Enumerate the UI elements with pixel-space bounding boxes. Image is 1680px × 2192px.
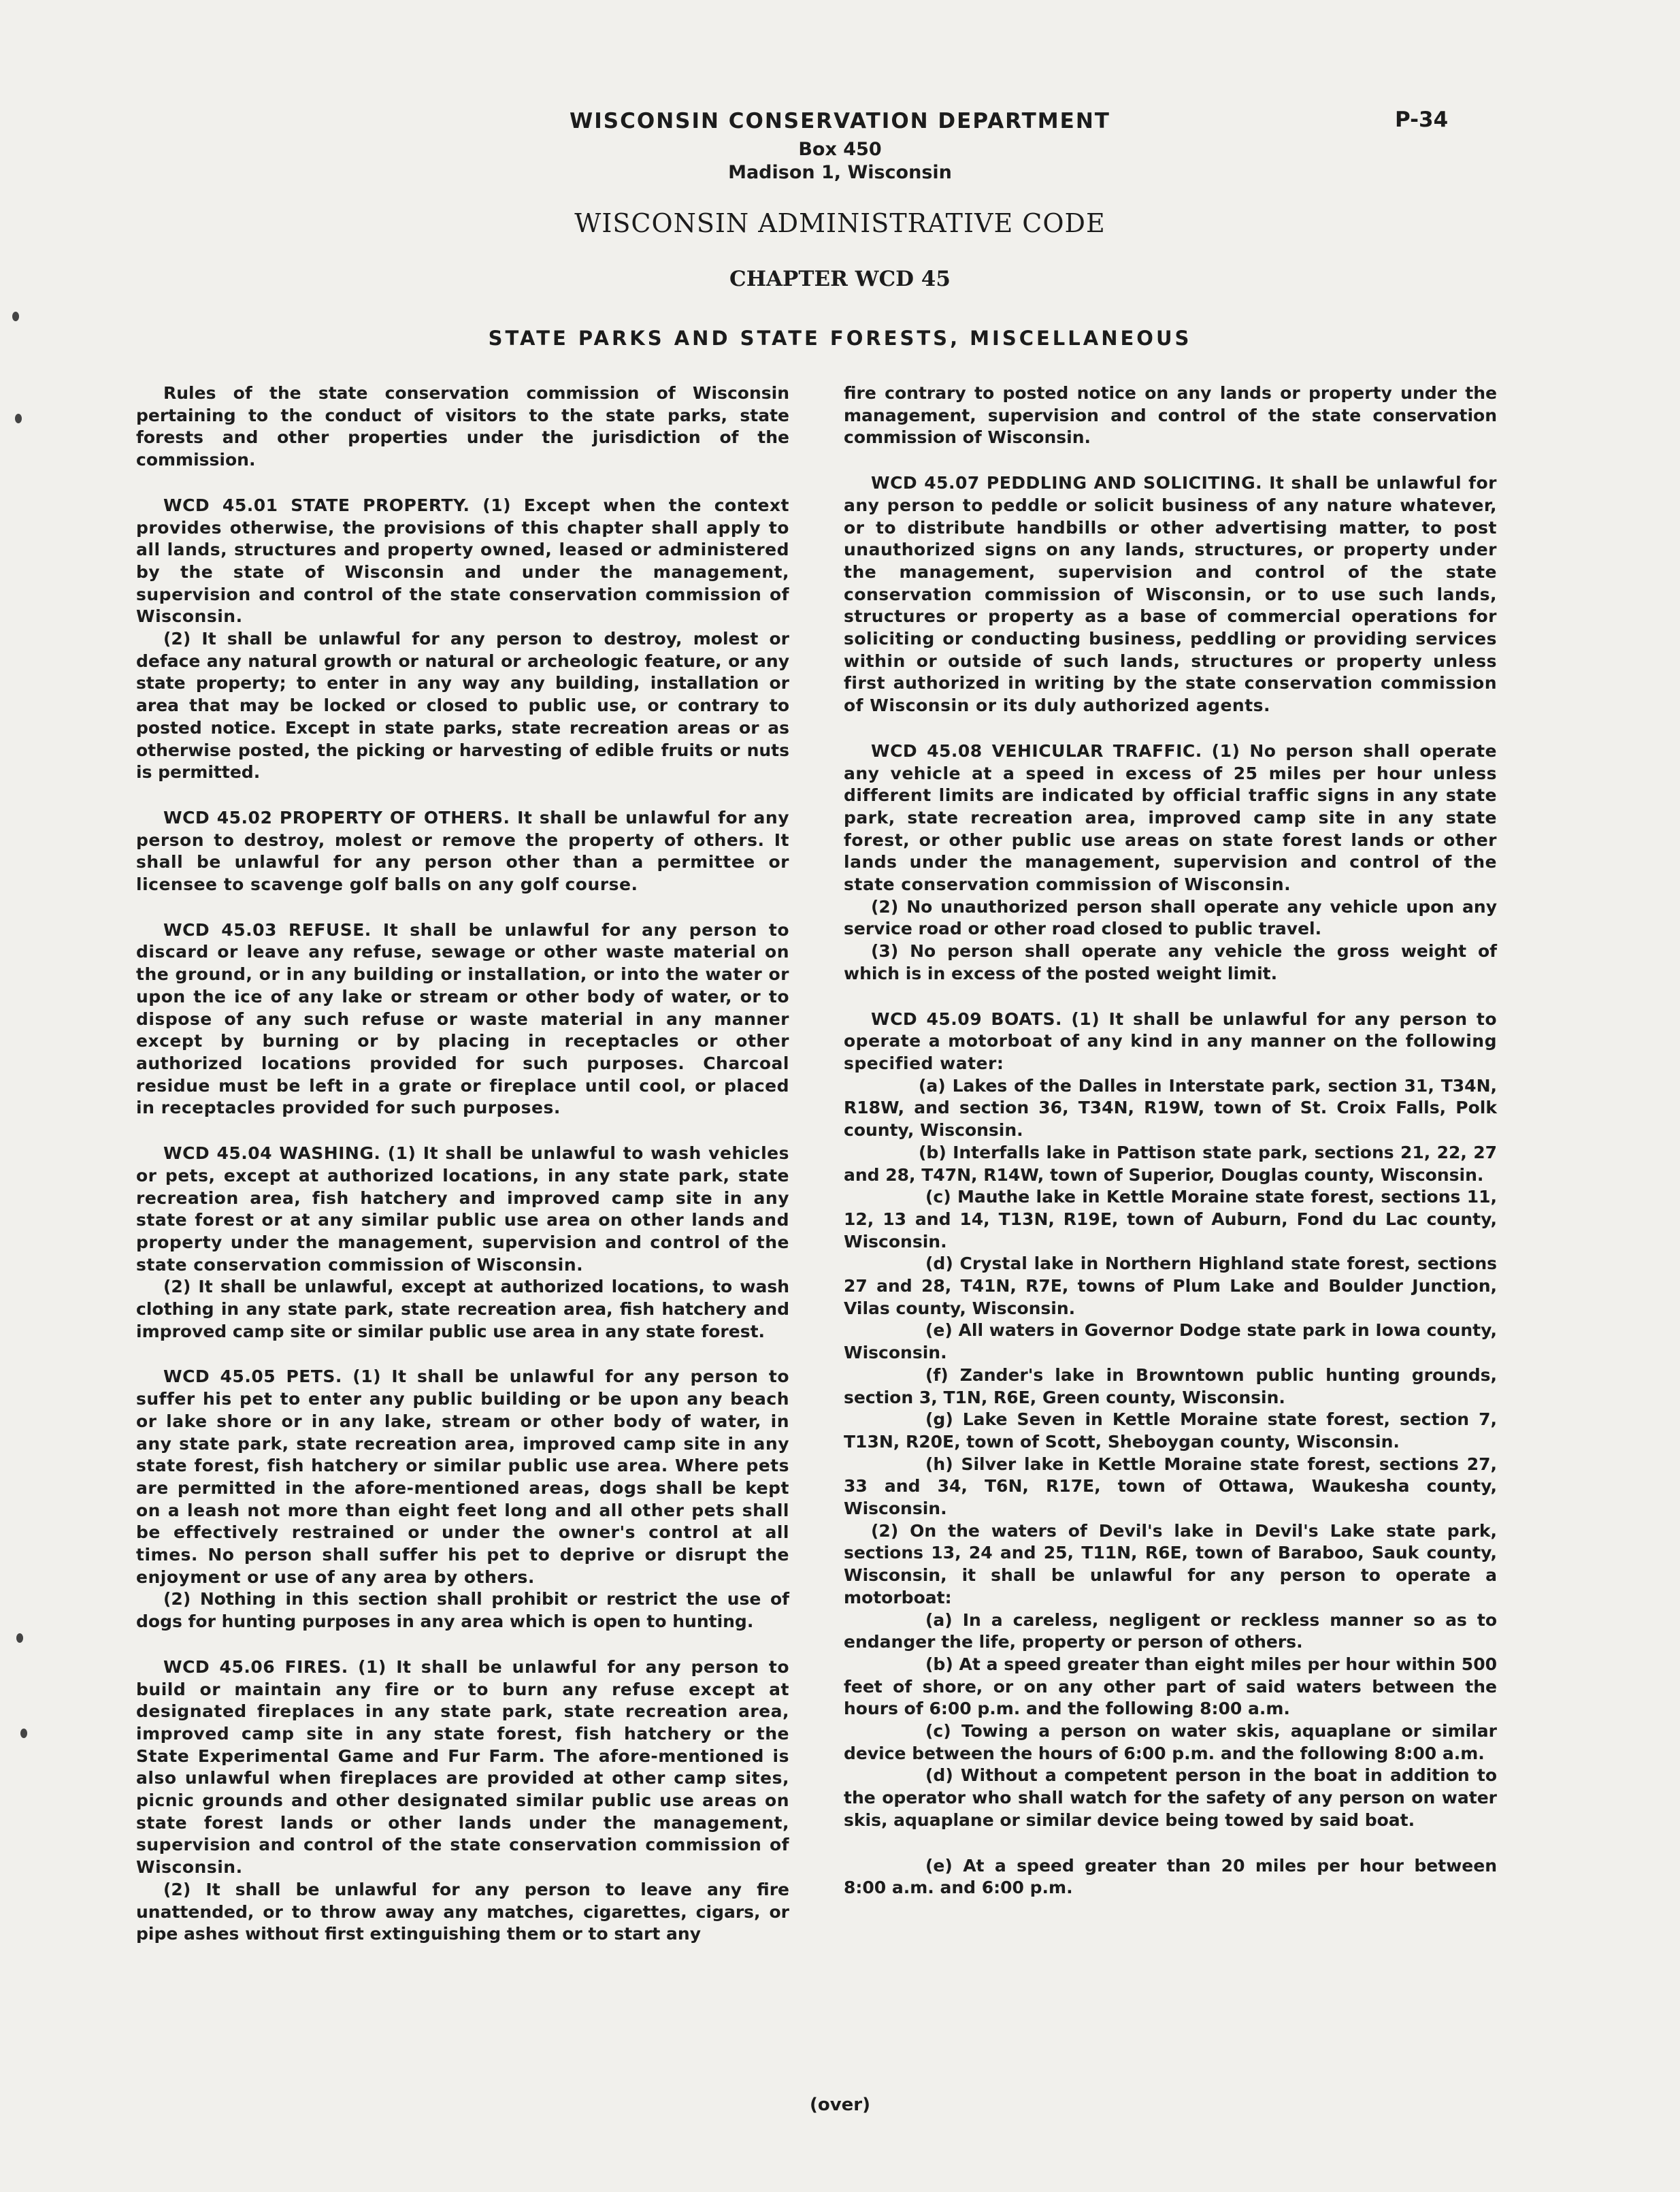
section-45-04-paragraph: WCD 45.04 WASHING. (1) It shall be unlawful to wash vehicles or pets, except at authorized locations, in any state park, state recreation area, fish hatchery and improved camp site in any state forest or at any similar public use area on other lands and property under the management, supervision and control of the state conservation commission of Wisconsin. — [136, 1143, 789, 1275]
binder-hole-mark — [15, 414, 22, 423]
section-45-01-sub2-paragraph: (2) It shall be unlawful for any person to destroy, molest or deface any natural growth or natural or archeologic feature, or any state property; to enter in any way any building, installation or area that may be locked or closed to public use, or contrary to posted notice. Except in state parks, state recreation areas or as otherwise posted, the picking or harvesting of edible fruits or nuts is permitted. — [136, 629, 789, 783]
continued-over-note: (over) — [809, 2095, 871, 2115]
section-45-03-paragraph: WCD 45.03 REFUSE. It shall be unlawful for any person to discard or leave any refuse, sewage or other waste material on the ground, or in any building or installation, or into the water or upon the ice of any lake or stream or other body of water, or to dispose of any such refuse or waste material in any manner except by burning or by placing in receptacles or other authorized locations provided for such purposes. Charcoal residue must be left in a grate or fireplace until cool, or placed in receptacles provided for such purposes. — [136, 919, 789, 1118]
boats-clause-b: (b) Interfalls lake in Pattison state park, sections 21, 22, 27 and 28, T47N, R14W, town of Superior, Douglas county, Wisconsin. — [844, 1142, 1497, 1185]
binder-hole-mark — [16, 1633, 23, 1643]
preamble-paragraph: Rules of the state conservation commission of Wisconsin pertaining to the conduct of visitors to the state parks, state forests and other properties under the jurisdiction of the commission. — [136, 383, 789, 470]
section-45-01-paragraph: WCD 45.01 STATE PROPERTY. (1) Except when the context provides otherwise, the provisions of this chapter shall apply to all lands, structures and property owned, leased or administered by the state of Wisconsin and under the management, supervision and control of the state conservation commission of Wisconsin. — [136, 495, 789, 627]
section-45-02-paragraph: WCD 45.02 PROPERTY OF OTHERS. It shall be unlawful for any person to destroy, molest or remove the property of others. It shall be unlawful for any person other than a permittee or licensee to scavenge golf balls on any golf course. — [136, 807, 789, 895]
devils-lake-clause-c: (c) Towing a person on water skis, aquaplane or similar device between the hours of 6:00 p.m. and the following 8:00 a.m. — [844, 1721, 1497, 1763]
devils-lake-clause-b: (b) At a speed greater than eight miles per hour within 500 feet of shore, or on any other part of said waters between the hours of 6:00 p.m. and the following 8:00 a.m. — [844, 1654, 1497, 1719]
section-45-07-paragraph: WCD 45.07 PEDDLING AND SOLICITING. It shall be unlawful for any person to peddle or solicit business of any nature whatever, or to distribute handbills or other advertising matter, to post unauthorized signs on any lands, structures, or property under the management, supervision and control of the state conservation commission of Wisconsin, or to use such lands, structures or property as a base of commercial operations for soliciting or conducting business, peddling or providing services within or outside of such lands, structures or property unless first authorized in writing by the state conservation commission of Wisconsin or its duly authorized agents. — [844, 473, 1497, 716]
address-box: Box 450 — [798, 139, 882, 160]
section-45-08-sub3-paragraph: (3) No person shall operate any vehicle the gross weight of which is in excess of the posted weight limit. — [844, 941, 1497, 983]
department-name: WISCONSIN CONSERVATION DEPARTMENT — [570, 109, 1110, 133]
section-45-06-paragraph: WCD 45.06 FIRES. (1) It shall be unlawful for any person to build or maintain any fire or to burn any refuse except at designated fireplaces in any state park, state recreation area, improved camp site in any state forest, fish hatchery or the State Experimental Game and Fur Farm. The afore-mentioned is also unlawful when fireplaces are provided at other camp sites, picnic grounds and other designated similar public use areas on state forest lands or other lands under the management, supervision and control of the state conservation commission of Wisconsin. — [136, 1656, 789, 1878]
section-45-08-paragraph: WCD 45.08 VEHICULAR TRAFFIC. (1) No person shall operate any vehicle at a speed in excess of 25 miles per hour unless different limits are indicated by official traffic signs in any state park, state recreation area, improved camp site in any state forest, or other public use areas on state forest lands or other lands under the management, supervision and control of the state conservation commission of Wisconsin. — [844, 740, 1497, 895]
section-45-06-continued-paragraph: fire contrary to posted notice on any lands or property under the management, supervision and control of the state conservation commission of Wisconsin. — [844, 383, 1497, 448]
section-45-05-paragraph: WCD 45.05 PETS. (1) It shall be unlawful for any person to suffer his pet to enter any public building or be upon any beach or lake shore or in any lake, stream or other body of water, in any state park, state recreation area, improved camp site in any state forest, fish hatchery or similar public use area. Where pets are permitted in the afore-mentioned areas, dogs shall be kept on a leash not more than eight feet long and all other pets shall be effectively restrained or under the owner's control at all times. No person shall suffer his pet to deprive or disrupt the enjoyment or use of any area by others. — [136, 1367, 789, 1587]
section-45-05-sub2-paragraph: (2) Nothing in this section shall prohibit or restrict the use of dogs for hunting purposes in any area which is open to hunting. — [136, 1589, 789, 1632]
section-45-09-paragraph: WCD 45.09 BOATS. (1) It shall be unlawful for any person to operate a motorboat of any kind in any manner on the following specified water: — [844, 1009, 1497, 1073]
chapter-title: CHAPTER WCD 45 — [729, 267, 951, 291]
devils-lake-paragraph: (2) On the waters of Devil's lake in Devil's Lake state park, sections 13, 24 and 25, T11N, R6E, town of Baraboo, Sauk county, Wisconsin, it shall be unlawful for any person to operate a motorboat: — [844, 1520, 1497, 1607]
devils-lake-clause-a: (a) In a careless, negligent or reckless manner so as to endanger the life, property or person of others. — [844, 1609, 1497, 1652]
devils-lake-clause-d: (d) Without a competent person in the boat in addition to the operator who shall watch for the safety of any person on water skis, aquaplane or similar device being towed by said boat. — [844, 1765, 1497, 1830]
binder-hole-mark — [12, 312, 19, 321]
code-title: WISCONSIN ADMINISTRATIVE CODE — [574, 208, 1106, 238]
boats-clause-h: (h) Silver lake in Kettle Moraine state forest, sections 27, 33 and 34, T6N, R17E, town of Ottawa, Waukesha county, Wisconsin. — [844, 1454, 1497, 1519]
boats-clause-a: (a) Lakes of the Dalles in Interstate park, section 31, T34N, R18W, and section 36, T34N, R19W, town of St. Croix Falls, Polk county, Wisconsin. — [844, 1075, 1497, 1141]
section-45-08-sub2-paragraph: (2) No unauthorized person shall operate any vehicle upon any service road or other road closed to public travel. — [844, 896, 1497, 939]
boats-clause-c: (c) Mauthe lake in Kettle Moraine state forest, sections 11, 12, 13 and 14, T13N, R19E, town of Auburn, Fond du Lac county, Wisconsin. — [844, 1187, 1497, 1252]
binder-hole-mark — [20, 1729, 27, 1738]
devils-lake-clause-e: (e) At a speed greater than 20 miles per hour between 8:00 a.m. and 6:00 p.m. — [844, 1855, 1497, 1898]
left-column — [136, 382, 789, 1946]
right-column — [844, 382, 1497, 1899]
boats-clause-e: (e) All waters in Governor Dodge state park in Iowa county, Wisconsin. — [844, 1320, 1497, 1363]
boats-clause-d: (d) Crystal lake in Northern Highland state forest, sections 27 and 28, T41N, R7E, towns of Plum Lake and Boulder Junction, Vilas county, Wisconsin. — [844, 1254, 1497, 1318]
page-number: P-34 — [1395, 108, 1449, 132]
address-city: Madison 1, Wisconsin — [728, 162, 952, 183]
boats-clause-g: (g) Lake Seven in Kettle Moraine state forest, section 7, T13N, R20E, town of Scott, Sheboygan county, Wisconsin. — [844, 1409, 1497, 1452]
section-45-06-sub2-paragraph: (2) It shall be unlawful for any person to leave any fire unattended, or to throw away any matches, cigarettes, cigars, or pipe ashes without first extinguishing them or to start any — [136, 1879, 789, 1944]
chapter-subject: STATE PARKS AND STATE FORESTS, MISCELLANEOUS — [488, 327, 1192, 350]
section-45-04-sub2-paragraph: (2) It shall be unlawful, except at authorized locations, to wash clothing in any state park, state recreation area, fish hatchery and improved camp site or similar public use area in any state forest. — [136, 1277, 789, 1341]
boats-clause-f: (f) Zander's lake in Browntown public hunting grounds, section 3, T1N, R6E, Green county, Wisconsin. — [844, 1364, 1497, 1407]
